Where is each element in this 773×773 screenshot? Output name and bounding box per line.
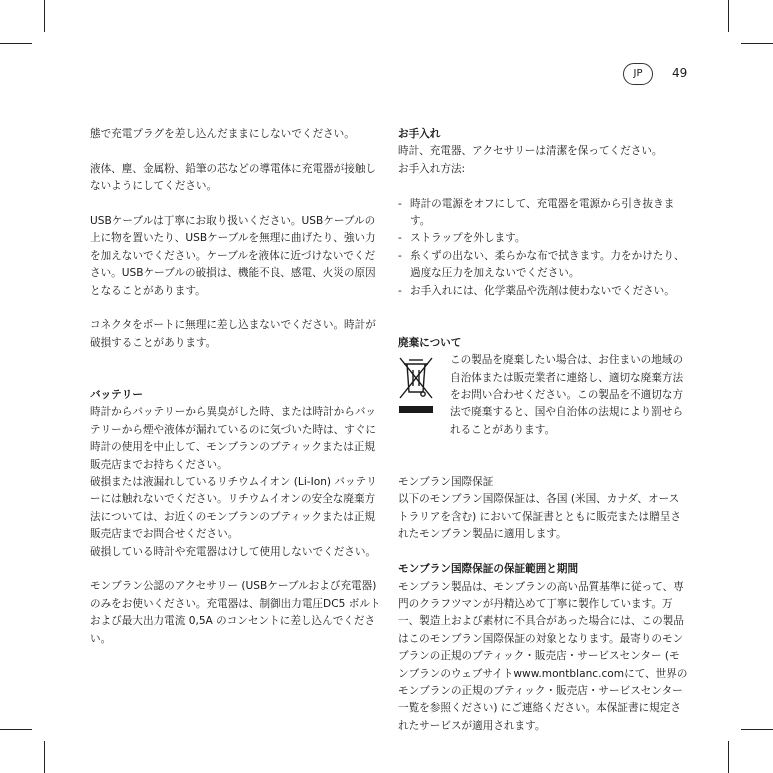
warranty-paragraph: 以下のモンブラン国際保証は、各国 (米国、カナダ、オーストラリアを含む) において保証書とともに販売または贈呈されたモンブラン製品に適用します。 [398,493,681,541]
crop-mark-bottom-right [728,741,729,773]
paragraph-connector: コネクタをポートに無理に差し込まないでください。時計が破損することがあります。 [90,319,376,349]
battery-paragraph-1: 時計からバッテリーから異臭がした時、または時計からバッテリーから煙や液体が漏れているのに気づいた時は、すぐに時計の使用を中止して、モンブランのブティックまたは正規販売店までお持ちください。 [90,406,377,471]
paragraph-accessories: モンブラン公認のアクセサリー (USBケーブルおよび充電器) のみをお使いください。充電器は、制御出力電圧DC5 ボルトおよび最大出力電流 0,5A のコンセントに差し込んでください。 [90,580,381,645]
battery-paragraph-3: 破損している時計や充電器はけして使用しないでください。 [90,545,377,558]
crop-mark-bottom-right-h [741,729,773,730]
list-item: - 時計の電源をオフにして、充電器を電源から引き抜きます。 [398,196,688,231]
list-item: - 糸くずの出ない、柔らかな布で拭きます。力をかけたり、過度な圧力を加えないでください。 [398,248,688,283]
crossed-out-wheelie-bin-icon [398,356,434,418]
care-paragraph-2: お手入れ方法: [398,162,466,175]
care-paragraph-1: 時計、充電器、アクセサリーは清潔を保ってください。 [398,145,663,158]
care-list [398,196,688,300]
left-column [90,126,382,648]
list-item: - ストラップを外します。 [398,230,688,247]
care-heading: お手入れ [398,128,441,140]
disposal-section [398,352,688,439]
warranty-scope-heading: モンブラン国際保証の保証範囲と期間 [398,563,579,576]
crop-mark-top-left-h [0,43,32,44]
crop-mark-top-right-h [741,43,773,44]
crop-mark-top-left [44,0,45,32]
list-item: - お手入れには、化学薬品や洗剤は使わないでください。 [398,283,688,300]
paragraph-usb-cable: USBケーブルは丁寧にお取り扱いください。USBケーブルの上に物を置いたり、USBケーブルを無理に曲げたり、強い力を加えないでください。ケーブルを液体に近づけないでください。USBケーブルの破損は、機能不良、感電、火災の原因となることがあります。 [90,215,376,297]
right-column [398,126,688,735]
warranty-scope-paragraph: モンブラン製品は、モンブランの高い品質基準に従って、専門のクラフツマンが丹精込めて丁寧に製作しています。万一、製造上および素材に不具合があった場合には、この製品はこのモンブラン国際保証の対象となります。最寄りのモンブランの正規のブティック・販売店・サービスセンター (モンブランのウェブサイトwww.montblanc.comにて、世界のモンブランの正規のブティック・販売店・サービスセンター一覧を参照ください) にご連絡ください。本保証書に規定されたサービスが適用されます。 [398,580,688,732]
crop-mark-top-right [728,0,729,32]
warranty-heading: モンブラン国際保証 [398,476,494,489]
battery-heading: バッテリー [90,389,143,402]
crop-mark-bottom-left [44,741,45,773]
paragraph-plug: 態で充電プラグを差し込んだままにしないでください。 [90,128,355,140]
page-number: 49 [672,66,688,80]
disposal-text: この製品を廃棄したい場合は、お住まいの地域の自治体または販売業者に連絡し、適切な廃棄方法をお問い合わせください。この製品を不適切な方法で廃棄すると、国や自治体の法規により罰せられることがあります。 [450,354,684,436]
disposal-heading: 廃棄について [398,336,462,349]
paragraph-conductive: 液体、塵、金属粉、鉛筆の芯などの導電体に充電器が接触しないようにしてください。 [90,162,377,193]
battery-paragraph-2: 破損または液漏れしているリチウムイオン (Li-Ion) バッテリーには触れないでください。リチウムイオンの安全な廃棄方法については、お近くのモンブランのブティックまたは正規販売店までお問合せください。 [90,476,377,541]
language-badge: JP [623,63,653,85]
crop-mark-bottom-left-h [0,729,32,730]
